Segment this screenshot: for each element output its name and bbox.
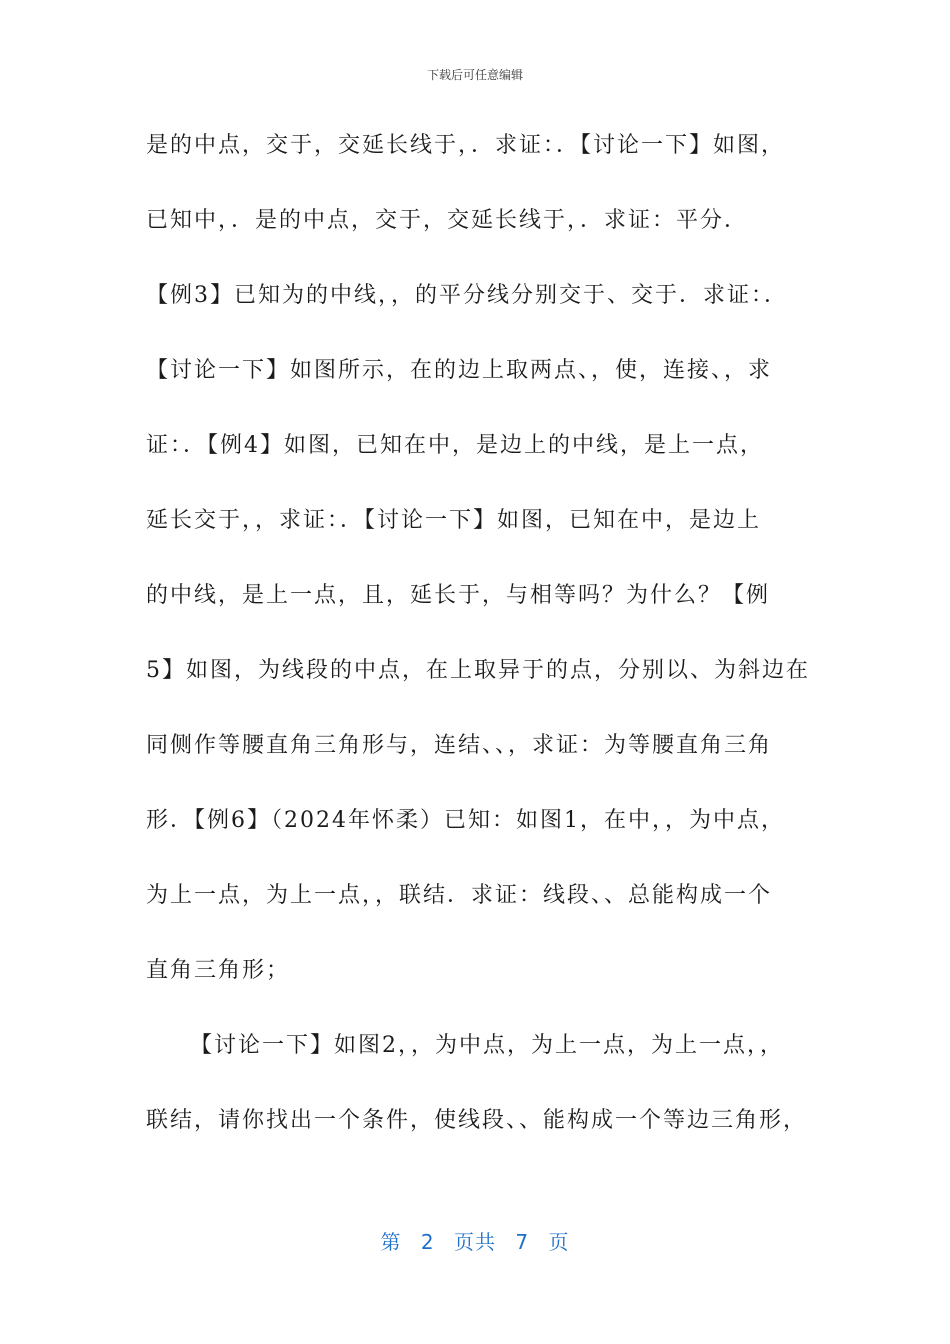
text-line-11: 为上一点，为上一点，，联结．求证：线段、、总能构成一个 — [146, 883, 773, 908]
text-line-6: 延长交于，，求证：．【讨论一下】如图，已知在中，是边上 — [146, 508, 762, 533]
text-line-14: 联结，请你找出一个条件，使线段、、能构成一个等边三角形， — [146, 1108, 808, 1133]
text-line-9: 同侧作等腰直角三角形与，连结、、，求证：为等腰直角三角 — [146, 733, 773, 758]
footer-prefix: 第 — [380, 1230, 402, 1254]
text-line-3: 【例3】已知为的中线，，的平分线分别交于、交于．求证：． — [146, 283, 788, 308]
text-line-5: 证：．【例4】如图，已知在中，是边上的中线，是上一点， — [146, 433, 764, 458]
page-header: 下载后可任意编辑 — [426, 68, 523, 82]
text-line-7: 的中线，是上一点，且，延长于，与相等吗？为什么？【例 — [146, 583, 771, 608]
text-line-1: 是的中点，交于，交延长线于，．求证：．【讨论一下】如图， — [146, 133, 786, 158]
footer-page-number: 2 — [420, 1230, 435, 1254]
footer-suffix: 页 — [548, 1230, 570, 1254]
footer-middle: 页共 — [454, 1230, 496, 1254]
text-line-2: 已知中，．是的中点，交于，交延长线于，．求证：平分． — [146, 208, 749, 233]
text-line-13: 【讨论一下】如图2，，为中点，为上一点，为上一点，， — [190, 1033, 784, 1058]
text-line-12: 直角三角形； — [146, 958, 291, 983]
text-line-10: 形．【例6】（2024年怀柔）已知：如图1，在中，，为中点， — [146, 808, 785, 833]
page-footer — [0, 1226, 950, 1255]
footer-total-pages: 7 — [515, 1230, 530, 1254]
text-line-4: 【讨论一下】如图所示，在的边上取两点、，使，连接、，求 — [146, 358, 773, 383]
document-body — [146, 126, 816, 1176]
text-line-8: 5】如图，为线段的中点，在上取异于的点，分别以、为斜边在 — [146, 658, 810, 683]
